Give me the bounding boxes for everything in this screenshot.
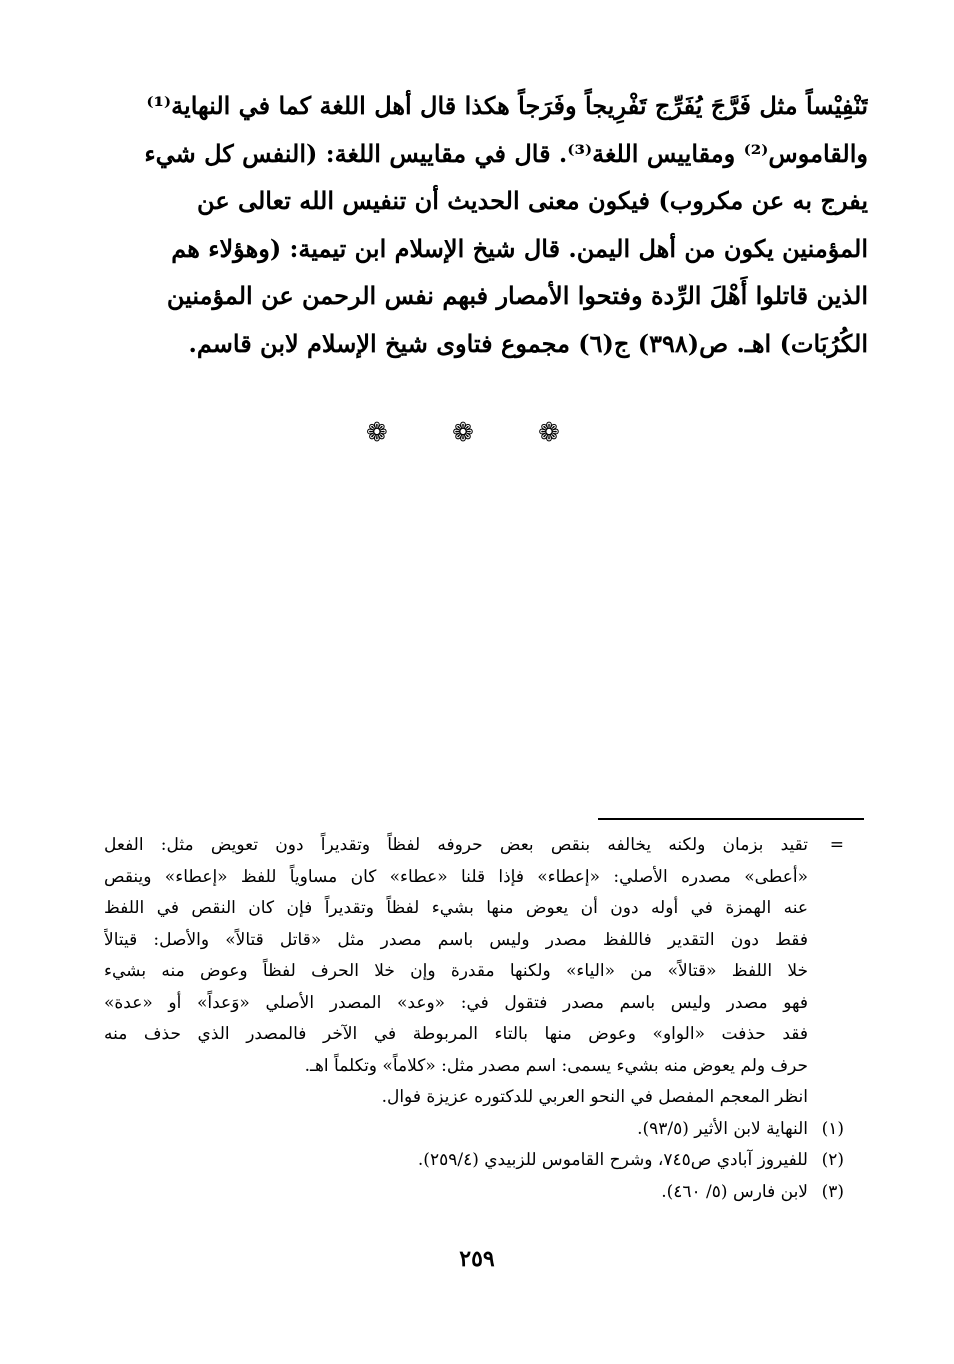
footnote-continuation-line — [104, 1019, 844, 1051]
footnote-line-text: انظر المعجم المفصل في النحو العربي للدكتوره عزيزة فوال. — [381, 1087, 808, 1107]
footnote-line-text: تقيد بزمان ولكنه يخالفه بنقص بعض حروفه لفظاً وتقديراً دون تعويض مثل: الفعل — [104, 835, 808, 855]
footnote-line-text: فقد حذفت «الواو» وعوض منها بالتاء المربوطة في الآخر فالمصدر الذي حذف منه — [104, 1024, 808, 1044]
footnote-line-text: «أعطى» مصدره الأصلي: «إعطاء» فإذا قلنا «عطاء» كان مساوياً للفظ «إعطاء» وينقص — [104, 866, 808, 887]
section-separator — [0, 418, 954, 448]
footnote-text: للفيروز آبادي ص٧٤٥، وشرح القاموس للزبيدي (٢٥٩/٤). — [417, 1150, 808, 1170]
footnote-line-text: خلا اللفظ «قتالاً» من «الياء» ولكنها مقدرة وإن خلا الحرف لفظاً وعوض منه بشيء — [104, 961, 808, 981]
footnote-continuation-line — [104, 925, 844, 957]
footnote-entry — [104, 1177, 844, 1209]
footnote-continuation-line — [104, 893, 844, 925]
footnote-divider — [598, 818, 864, 820]
footnote-continuation-line — [104, 956, 844, 988]
flower-ornament-icon: ❁ — [366, 418, 416, 448]
footnote-entry — [104, 1114, 844, 1146]
footnote-continuation-line — [104, 988, 844, 1020]
main-line: تَنْفِيْساً مثل فَرَّجَ يُفَرِّج تَفْرِيجاً وفَرَجاً هكذا قال أهل اللغة كما في النهاية⁽¹⁾ — [146, 91, 868, 120]
continuation-mark: = — [829, 835, 844, 855]
main-line: والقاموس⁽²⁾ ومقاييس اللغة⁽³⁾. قال في مقاييس اللغة: (النفس كل شيء — [144, 138, 868, 168]
footnote-line-text: فهو مصدر وليس باسم مصدر فتقول في: «وعد» المصدر الأصلي «وَعداً» أو «عدة» — [104, 992, 808, 1013]
main-line: الذين قاتلوا أَهْلَ الرِّدة وفتحوا الأمصار فبهم نفس الرحمن عن المؤمنين — [166, 281, 868, 310]
footnote-line-text: فقط دون التقدير فاللفظ مصدر وليس باسم مصدر مثل «قاتل قتالاً» والأصل: قيتالاً — [104, 929, 808, 950]
footnote-continuation-line — [104, 1051, 844, 1083]
page-number: ٢٥٩ — [459, 1246, 495, 1272]
footnote-line-text: عنه الهمزة في أوله دون أن يعوض منها بشيء لفظاً وتقديراً فإن كان النقص في اللفظ — [104, 898, 808, 918]
main-paragraph — [104, 82, 868, 367]
main-line: الكُرُبَات) اهـ. ص(٣٩٨) ج(٦) مجموع فتاوى شيخ الإسلام لابن قاسم. — [188, 328, 868, 358]
footnote-number: (٣) — [821, 1181, 844, 1202]
footnote-continuation-line — [104, 862, 844, 894]
footnote-line-text: حرف ولم يعوض منه بشيء يسمى: اسم مصدر مثل: «كلاماً» وتكلماً اهـ. — [304, 1055, 808, 1076]
footnote-continuation-line — [104, 830, 844, 862]
main-line: يفرج به عن مكروب) فيكون معنى الحديث أن تنفيس الله تعالى عن — [197, 186, 868, 215]
footnote-number: (١) — [821, 1118, 844, 1139]
footnote-text: لابن فارس (٥/ ٤٦٠). — [661, 1181, 808, 1202]
footnotes-section — [104, 830, 844, 1208]
footnote-text: النهاية لابن الأثير (٩٣/٥). — [637, 1118, 808, 1139]
footnote-number: (٢) — [821, 1150, 844, 1170]
footnote-continuation-line — [104, 1082, 844, 1114]
main-line: المؤمنين يكون من أهل اليمن. قال شيخ الإسلام ابن تيمية: (وهؤلاء هم — [171, 233, 868, 263]
flower-ornament-icon: ❁ — [538, 418, 588, 448]
footnote-entry — [104, 1145, 844, 1177]
flower-ornament-icon: ❁ — [452, 418, 502, 448]
